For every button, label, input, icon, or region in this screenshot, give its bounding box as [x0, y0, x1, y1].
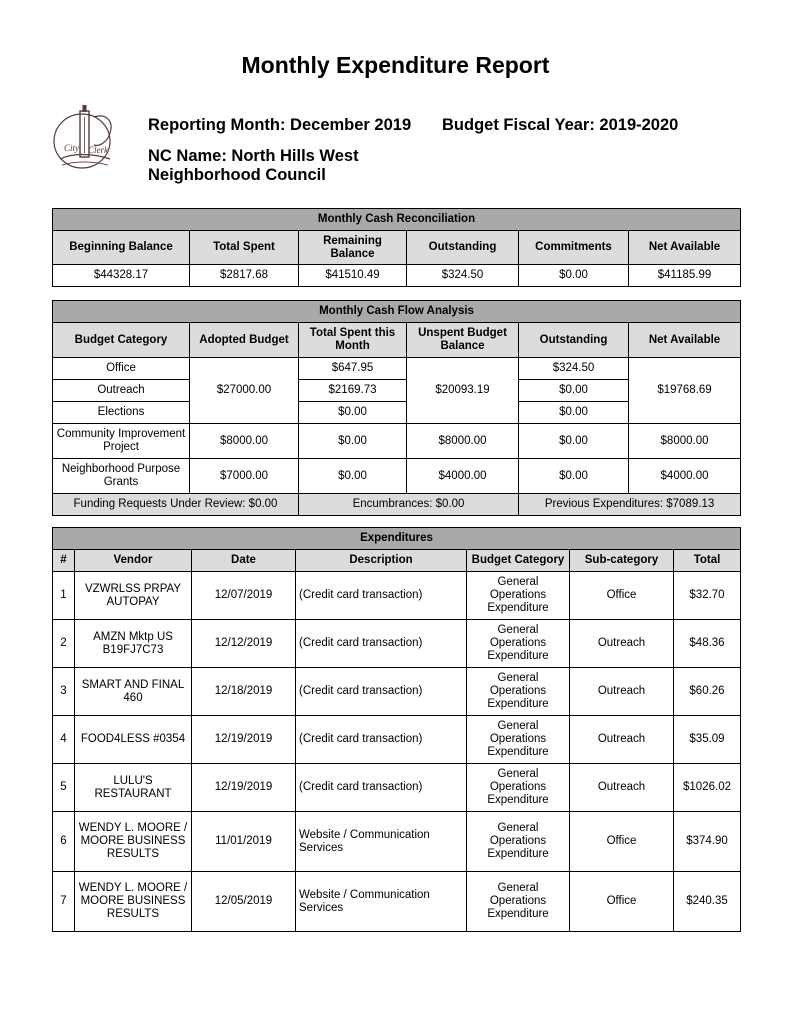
table-row	[53, 872, 741, 932]
description-cell: (Credit card transaction)	[296, 620, 467, 668]
total-cell: $48.36	[674, 620, 741, 668]
header-beginning-balance: Beginning Balance	[53, 231, 190, 265]
spent-cell: $0.00	[299, 459, 407, 494]
header-unspent-balance: Unspent Budget Balance	[407, 323, 519, 358]
header-adopted-budget: Adopted Budget	[190, 323, 299, 358]
reconciliation-title: Monthly Cash Reconciliation	[53, 209, 741, 231]
cash-reconciliation-table	[52, 208, 741, 287]
header-budget-category: Budget Category	[53, 323, 190, 358]
expenditures-title: Expenditures	[53, 528, 741, 550]
sub-category-cell: Outreach	[570, 620, 674, 668]
header-description: Description	[296, 550, 467, 572]
adopted-budget-cell: $7000.00	[190, 459, 299, 494]
table-row	[53, 358, 741, 380]
budget-category-cell: General Operations Expenditure	[467, 812, 570, 872]
header-date: Date	[192, 550, 296, 572]
net-available-cell: $8000.00	[629, 424, 741, 459]
vendor-cell: AMZN Mktp US B19FJ7C73	[75, 620, 192, 668]
outstanding-cell: $0.00	[519, 424, 629, 459]
spent-cell: $2169.73	[299, 380, 407, 402]
date-cell: 11/01/2019	[192, 812, 296, 872]
encumbrances-summary: Encumbrances: $0.00	[299, 494, 519, 516]
table-row	[53, 459, 741, 494]
description-cell: (Credit card transaction)	[296, 716, 467, 764]
spent-cell: $647.95	[299, 358, 407, 380]
outstanding-cell: $0.00	[519, 380, 629, 402]
net-available-cell: $4000.00	[629, 459, 741, 494]
date-cell: 12/12/2019	[192, 620, 296, 668]
sub-category-cell: Outreach	[570, 764, 674, 812]
sub-category-cell: Outreach	[570, 716, 674, 764]
sub-category-cell: Office	[570, 872, 674, 932]
date-cell: 12/07/2019	[192, 572, 296, 620]
header-total-spent: Total Spent	[190, 231, 299, 265]
outstanding-cell: $0.00	[519, 459, 629, 494]
header-budget-category: Budget Category	[467, 550, 570, 572]
budget-category-cell: General Operations Expenditure	[467, 620, 570, 668]
category-cell: Elections	[53, 402, 190, 424]
table-row	[53, 668, 741, 716]
adopted-budget-cell: $8000.00	[190, 424, 299, 459]
svg-text:Clerk: Clerk	[88, 145, 108, 155]
row-number: 7	[53, 872, 75, 932]
budget-category-cell: General Operations Expenditure	[467, 668, 570, 716]
row-number: 1	[53, 572, 75, 620]
total-cell: $60.26	[674, 668, 741, 716]
net-available-cell: $19768.69	[629, 358, 741, 424]
sub-category-cell: Outreach	[570, 668, 674, 716]
row-number: 4	[53, 716, 75, 764]
description-cell: Website / Communication Services	[296, 872, 467, 932]
category-cell: Neighborhood Purpose Grants	[53, 459, 190, 494]
spent-cell: $0.00	[299, 424, 407, 459]
table-row	[53, 572, 741, 620]
description-cell: Website / Communication Services	[296, 812, 467, 872]
nc-name-line2: Neighborhood Council	[148, 166, 326, 184]
previous-expenditures-summary: Previous Expenditures: $7089.13	[519, 494, 741, 516]
header-outstanding: Outstanding	[519, 323, 629, 358]
value-total-spent: $2817.68	[190, 265, 299, 287]
report-title: Monthly Expenditure Report	[241, 52, 550, 78]
header-commitments: Commitments	[519, 231, 629, 265]
category-cell: Outreach	[53, 380, 190, 402]
header-total: Total	[674, 550, 741, 572]
date-cell: 12/19/2019	[192, 716, 296, 764]
nc-name	[148, 147, 359, 185]
header-vendor: Vendor	[75, 550, 192, 572]
table-row	[53, 424, 741, 459]
date-cell: 12/05/2019	[192, 872, 296, 932]
unspent-cell: $20093.19	[407, 358, 519, 424]
row-number: 5	[53, 764, 75, 812]
date-cell: 12/18/2019	[192, 668, 296, 716]
total-cell: $32.70	[674, 572, 741, 620]
description-cell: (Credit card transaction)	[296, 572, 467, 620]
table-row	[53, 812, 741, 872]
row-number: 6	[53, 812, 75, 872]
table-row	[53, 716, 741, 764]
description-cell: (Credit card transaction)	[296, 764, 467, 812]
total-cell: $374.90	[674, 812, 741, 872]
vendor-cell: FOOD4LESS #0354	[75, 716, 192, 764]
vendor-cell: LULU'S RESTAURANT	[75, 764, 192, 812]
budget-category-cell: General Operations Expenditure	[467, 716, 570, 764]
funding-requests-summary: Funding Requests Under Review: $0.00	[53, 494, 299, 516]
budget-category-cell: General Operations Expenditure	[467, 872, 570, 932]
value-outstanding: $324.50	[407, 265, 519, 287]
row-number: 2	[53, 620, 75, 668]
vendor-cell: SMART AND FINAL 460	[75, 668, 192, 716]
value-beginning-balance: $44328.17	[53, 265, 190, 287]
budget-category-cell: General Operations Expenditure	[467, 572, 570, 620]
value-net-available: $41185.99	[629, 265, 741, 287]
reporting-month: Reporting Month: December 2019	[148, 116, 412, 134]
header-sub-category: Sub-category	[570, 550, 674, 572]
total-cell: $240.35	[674, 872, 741, 932]
vendor-cell: VZWRLSS PRPAY AUTOPAY	[75, 572, 192, 620]
svg-text:City: City	[64, 143, 79, 153]
category-cell: Office	[53, 358, 190, 380]
header-remaining-balance: Remaining Balance	[299, 231, 407, 265]
sub-category-cell: Office	[570, 572, 674, 620]
adopted-budget-cell: $27000.00	[190, 358, 299, 424]
nc-name-line1: NC Name: North Hills West	[148, 147, 359, 165]
value-remaining-balance: $41510.49	[299, 265, 407, 287]
unspent-cell: $4000.00	[407, 459, 519, 494]
header-total-spent-month: Total Spent this Month	[299, 323, 407, 358]
vendor-cell: WENDY L. MOORE / MOORE BUSINESS RESULTS	[75, 872, 192, 932]
header-number: #	[53, 550, 75, 572]
header-net-available: Net Available	[629, 231, 741, 265]
description-cell: (Credit card transaction)	[296, 668, 467, 716]
category-cell: Community Improvement Project	[53, 424, 190, 459]
sub-category-cell: Office	[570, 812, 674, 872]
budget-category-cell: General Operations Expenditure	[467, 764, 570, 812]
table-row	[53, 764, 741, 812]
total-cell: $1026.02	[674, 764, 741, 812]
header-outstanding: Outstanding	[407, 231, 519, 265]
table-row	[53, 620, 741, 668]
total-cell: $35.09	[674, 716, 741, 764]
cash-flow-table	[52, 300, 741, 516]
city-clerk-seal-icon	[48, 103, 128, 175]
outstanding-cell: $324.50	[519, 358, 629, 380]
row-number: 3	[53, 668, 75, 716]
expenditures-table	[52, 527, 741, 932]
cashflow-title: Monthly Cash Flow Analysis	[53, 301, 741, 323]
date-cell: 12/19/2019	[192, 764, 296, 812]
spent-cell: $0.00	[299, 402, 407, 424]
vendor-cell: WENDY L. MOORE / MOORE BUSINESS RESULTS	[75, 812, 192, 872]
value-commitments: $0.00	[519, 265, 629, 287]
budget-fiscal-year: Budget Fiscal Year: 2019-2020	[442, 116, 679, 134]
unspent-cell: $8000.00	[407, 424, 519, 459]
outstanding-cell: $0.00	[519, 402, 629, 424]
header-net-available: Net Available	[629, 323, 741, 358]
